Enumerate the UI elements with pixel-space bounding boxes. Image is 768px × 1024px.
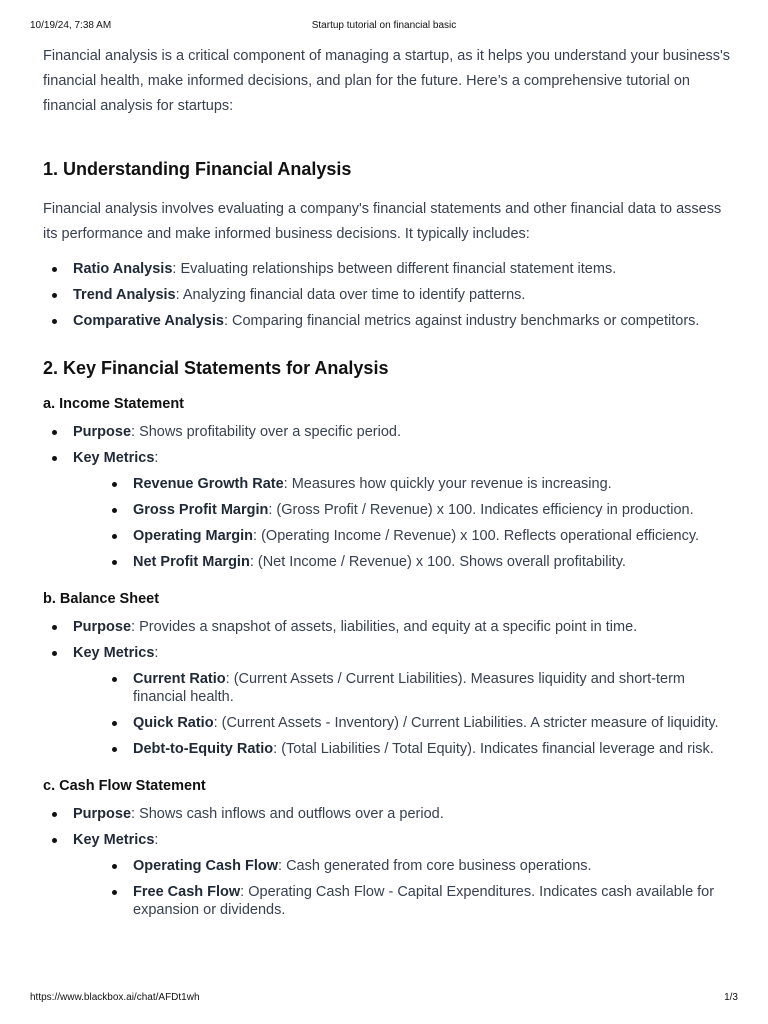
analysis-types-list: [43, 260, 733, 330]
metric-item: Gross Profit Margin: (Gross Profit / Revenue) x 100. Indicates efficiency in production.: [73, 501, 733, 519]
intro-paragraph: Financial analysis is a critical component of managing a startup, as it helps you understand your business's financial health, make informed decisions, and plan for the future. Here’s a comprehensive tutorial on financial analysis for startups:: [43, 48, 731, 114]
list-item: Purpose: Provides a snapshot of assets, liabilities, and equity at a specific point in time.: [43, 618, 733, 636]
income-statement-heading: a. Income Statement: [43, 396, 185, 412]
metric-item: Quick Ratio: (Current Assets - Inventory) / Current Liabilities. A stricter measure of liquidity.: [73, 714, 733, 732]
list-item: Purpose: Shows cash inflows and outflows over a period.: [43, 805, 733, 823]
print-url: https://www.blackbox.ai/chat/AFDt1wh: [30, 992, 200, 1003]
print-footer: [0, 992, 768, 1006]
income-metrics-list: [73, 475, 733, 571]
metric-item: Current Ratio: (Current Assets / Current Liabilities). Measures liquidity and short-term financial health.: [73, 670, 733, 706]
list-item: Purpose: Shows profitability over a specific period.: [43, 423, 733, 441]
metric-item: Debt-to-Equity Ratio: (Total Liabilities / Total Equity). Indicates financial leverage and risk.: [73, 740, 733, 758]
document-content: [43, 44, 733, 927]
print-title: Startup tutorial on financial basic: [311, 20, 457, 31]
metric-item: Operating Margin: (Operating Income / Revenue) x 100. Reflects operational efficiency.: [73, 527, 733, 545]
metric-item: Revenue Growth Rate: Measures how quickly your revenue is increasing.: [73, 475, 733, 493]
page-number: 1/3: [724, 992, 738, 1003]
list-item: Key Metrics: Revenue Growth Rate: Measures how quickly your revenue is increasing. Gross Profit Margin: (Gross Profit / Revenue) x 100. Indicates efficiency in production. Operating Margin: (Operating Income / Revenue) x 100. Reflects operational efficiency. Net Profit Margin: (Net Income / Revenue) x 100. Shows overall profitability.: [43, 449, 733, 571]
list-item: Key Metrics: Current Ratio: (Current Assets / Current Liabilities). Measures liquidity and short-term financial health. Quick Ratio: (Current Assets - Inventory) / Current Liabilities. A stricter measure of liquidity. Debt-to-Equity Ratio: (Total Liabilities / Total Equity). Indicates financial leverage and risk.: [43, 644, 733, 758]
metric-item: Net Profit Margin: (Net Income / Revenue) x 100. Shows overall profitability.: [73, 553, 733, 571]
list-item: Comparative Analysis: Comparing financial metrics against industry benchmarks or competitors.: [43, 312, 733, 330]
list-item: Trend Analysis: Analyzing financial data over time to identify patterns.: [43, 286, 733, 304]
list-item: Key Metrics: Operating Cash Flow: Cash generated from core business operations. Free Cash Flow: Operating Cash Flow - Capital Expenditures. Indicates cash available for expansion or dividends.: [43, 831, 733, 919]
print-header: [0, 20, 768, 34]
metric-item: Operating Cash Flow: Cash generated from core business operations.: [73, 857, 733, 875]
cash-flow-heading: c. Cash Flow Statement: [43, 778, 206, 794]
print-datetime: 10/19/24, 7:38 AM: [30, 20, 112, 31]
section-2-heading: 2. Key Financial Statements for Analysis: [43, 358, 389, 378]
income-statement-list: [43, 423, 733, 571]
balance-sheet-list: [43, 618, 733, 758]
section-1-heading: 1. Understanding Financial Analysis: [43, 159, 352, 179]
section-1-paragraph: Financial analysis involves evaluating a company's financial statements and other financial data to assess its performance and make informed business decisions. It typically includes:: [43, 201, 722, 242]
balance-metrics-list: [73, 670, 733, 758]
cash-flow-metrics-list: [73, 857, 733, 919]
metric-item: Free Cash Flow: Operating Cash Flow - Capital Expenditures. Indicates cash available for expansion or dividends.: [73, 883, 733, 919]
list-item: Ratio Analysis: Evaluating relationships between different financial statement items.: [43, 260, 733, 278]
balance-sheet-heading: b. Balance Sheet: [43, 591, 160, 607]
cash-flow-list: [43, 805, 733, 919]
